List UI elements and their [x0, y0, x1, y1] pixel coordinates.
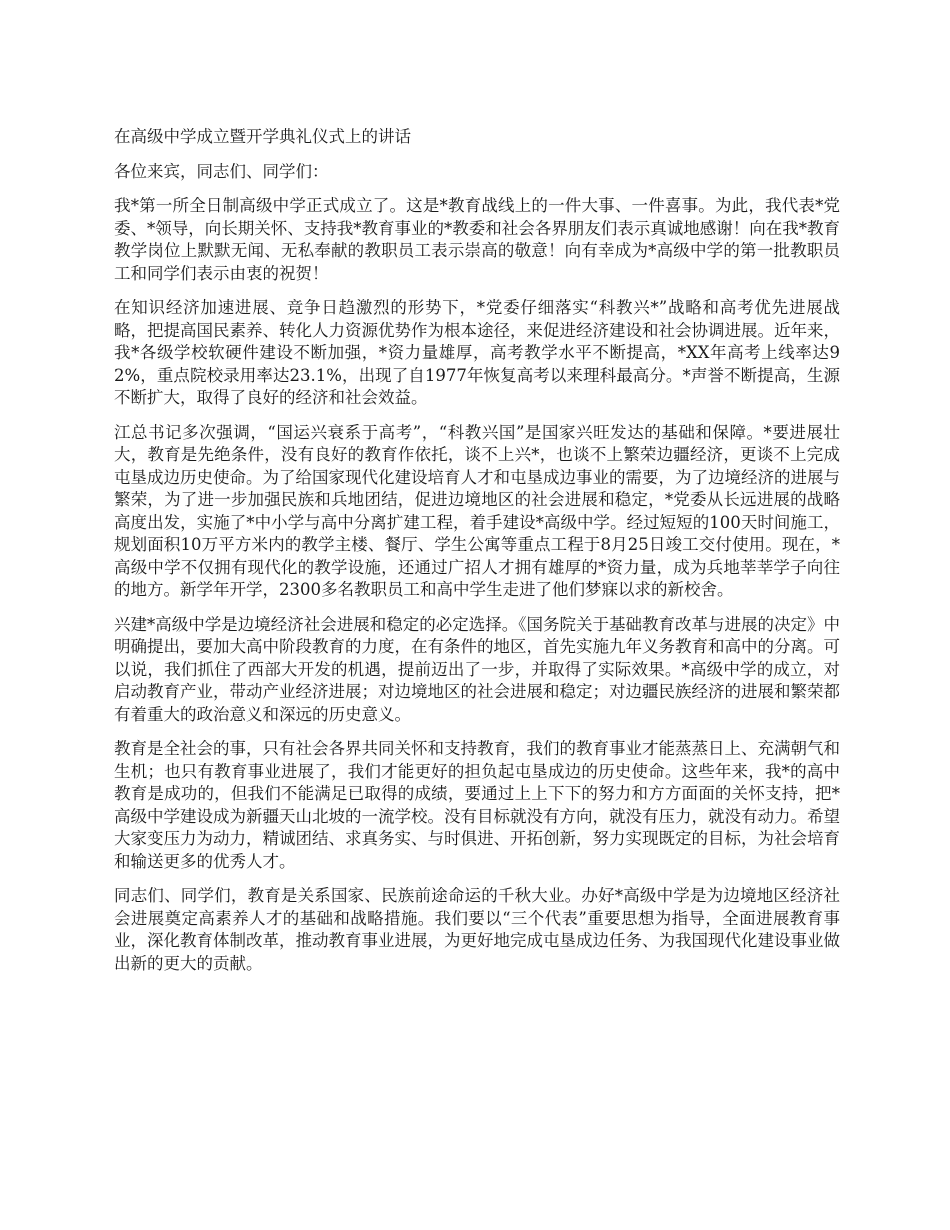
paragraph-4: 兴建*高级中学是边境经济社会进展和稳定的必定选择。《国务院关于基础教育改革与进展的决定》中明确提出，要加大高中阶段教育的力度，在有条件的地区，首先实施九年义务教育和高中的分离。可以说，我们抓住了西部大开发的机遇，提前迈出了一步，并取得了实际效果。*高级中学的成立，对启动教育产业，带动产业经济进展；对边境地区的社会进展和稳定；对边疆民族经济的进展和繁荣都有着重大的政治意义和深远的历史意义。	[114, 614, 840, 724]
paragraph-6: 同志们、同学们，教育是关系国家、民族前途命运的千秋大业。办好*高级中学是为边境地区经济社会进展奠定高素养人才的基础和战略措施。我们要以“三个代表”重要思想为指导，全面进展教育事业，深化教育体制改革，推动教育事业进展，为更好地完成屯垦成边任务、为我国现代化建设事业做出新的更大的贡献。	[114, 886, 840, 973]
paragraph-5: 教育是全社会的事，只有社会各界共同关怀和支持教育，我们的教育事业才能蒸蒸日上、充满朝气和生机；也只有教育事业进展了，我们才能更好的担负起屯垦成边的历史使命。这些年来，我*的高中教育是成功的，但我们不能满足已取得的成绩，要通过上上下下的努力和方方面面的关怀支持，把*高级中学建设成为新疆天山北坡的一流学校。没有目标就没有方向，就没有压力，就没有动力。希望大家变压力为动力，精诚团结、求真务实、与时俱进、开拓创新，努力实现既定的目标，为社会培育和输送更多的优秀人才。	[114, 739, 840, 871]
document-title: 在高级中学成立暨开学典礼仪式上的讲话	[114, 127, 411, 146]
paragraph-3: 江总书记多次强调，“国运兴衰系于高考”，“科教兴国”是国家兴旺发达的基础和保障。*要进展壮大，教育是先绝条件，没有良好的教育作依托，谈不上兴*，也谈不上繁荣边疆经济，更谈不上完成屯垦成边历史使命。为了给国家现代化建设培育人才和屯垦成边事业的需要，为了边境经济的进展与繁荣，为了进一步加强民族和兵地团结，促进边境地区的社会进展和稳定，*党委从长远进展的战略高度出发，实施了*中小学与高中分离扩建工程，着手建设*高级中学。经过短短的100天时间施工，规划面积10万平方米内的教学主楼、餐厅、学生公寓等重点工程于8月25日竣工交付使用。现在，*高级中学不仅拥有现代化的教学设施，还通过广招人才拥有雄厚的*资力量，成为兵地莘莘学子向往的地方。新学年开学，2300多名教职员工和高中学生走进了他们梦寐以求的新校舍。	[114, 422, 840, 599]
paragraph-2: 在知识经济加速进展、竞争日趋激烈的形势下，*党委仔细落实“科教兴*”战略和高考优先进展战略，把提高国民素养、转化人力资源优势作为根本途径，来促进经济建设和社会协调进展。近年来，我*各级学校软硬件建设不断加强，*资力量雄厚，高考教学水平不断提高，*XX年高考上线率达92%，重点院校录用率达23.1%，出现了自1977年恢复高考以来理科最高分。*声誉不断提高，生源不断扩大，取得了良好的经济和社会效益。	[114, 298, 840, 407]
paragraph-1: 我*第一所全日制高级中学正式成立了。这是*教育战线上的一件大事、一件喜事。为此，我代表*党委、*领导，向长期关怀、支持我*教育事业的*教委和社会各界朋友们表示真诚地感谢！向在我*教育教学岗位上默默无闻、无私奉献的教职员工表示崇高的敬意！向有幸成为*高级中学的第一批教职员工和同学们表示由衷的祝贺！	[114, 196, 840, 283]
salutation: 各位来宾，同志们、同学们：	[114, 161, 329, 181]
document-page	[114, 118, 840, 987]
